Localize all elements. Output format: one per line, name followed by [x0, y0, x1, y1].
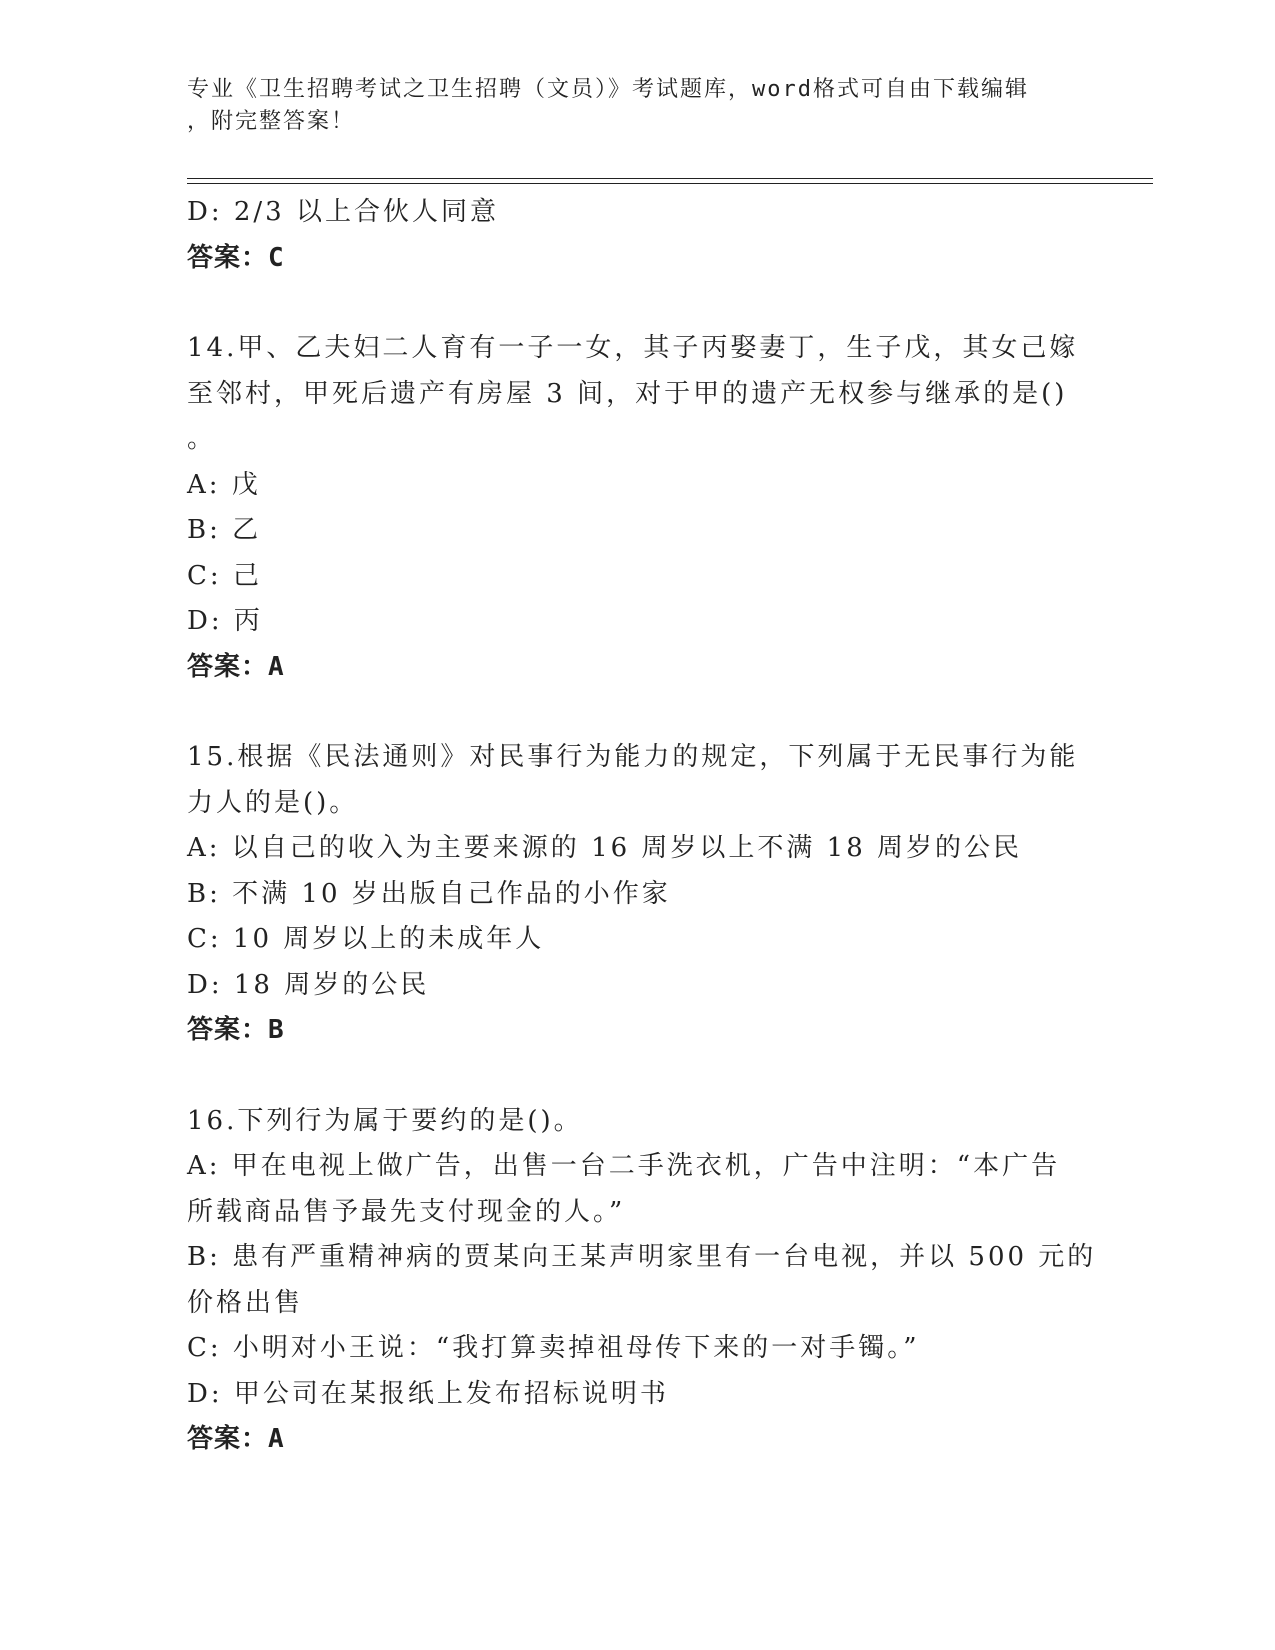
q14-option-d: D: 丙 — [187, 606, 263, 636]
q16-option-b-line-1: B: 患有严重精神病的贾某向王某声明家里有一台电视，并以 500 元的 — [187, 1242, 1097, 1272]
q15-text-line-1: 15.根据《民法通则》对民事行为能力的规定，下列属于无民事行为能 — [187, 742, 1079, 772]
q14-text-line-1: 14.甲、乙夫妇二人育有一子一女，其子丙娶妻丁，生子戊，其女己嫁 — [187, 333, 1079, 363]
header-line-1: 专业《卫生招聘考试之卫生招聘（文员）》考试题库，word格式可自由下载编辑 — [187, 77, 1029, 102]
q16-option-c: C: 小明对小王说：“我打算卖掉祖母传下来的一对手镯。” — [187, 1333, 920, 1363]
q16-option-b-line-2: 价格出售 — [187, 1287, 304, 1318]
q14-option-b: B: 乙 — [187, 515, 262, 545]
q15-option-b: B: 不满 10 岁出版自己作品的小作家 — [187, 878, 671, 909]
q15-option-a: A: 以自己的收入为主要来源的 16 周岁以上不满 18 周岁的公民 — [187, 833, 1023, 863]
q15-option-c: C: 10 周岁以上的未成年人 — [187, 924, 545, 954]
q14-text-line-2: 至邻村，甲死后遗产有房屋 3 间，对于甲的遗产无权参与继承的是() — [187, 378, 1068, 409]
header-divider-bottom — [187, 183, 1153, 184]
q15-answer: 答案：B — [187, 1015, 285, 1045]
q16-option-a-line-2: 所载商品售予最先支付现金的人。” — [187, 1196, 626, 1227]
spacer — [187, 1054, 1087, 1099]
q15-option-d: D: 18 周岁的公民 — [187, 969, 430, 1000]
q14-text-line-3: 。 — [187, 424, 217, 454]
q14-option-a: A: 戊 — [187, 469, 261, 500]
q13-option-d: D: 2/3 以上合伙人同意 — [187, 197, 499, 227]
question-content — [187, 190, 1097, 1463]
q16-text-line-1: 16.下列行为属于要约的是()。 — [187, 1105, 583, 1136]
spacer — [187, 281, 1087, 326]
q16-option-a-line-1: A: 甲在电视上做广告，出售一台二手洗衣机，广告中注明：“本广告 — [187, 1151, 1061, 1181]
q16-answer: 答案：A — [187, 1424, 285, 1454]
header-line-2: ，附完整答案！ — [187, 109, 356, 134]
q13-answer: 答案：C — [187, 242, 285, 273]
spacer — [187, 690, 1087, 735]
q16-option-d: D: 甲公司在某报纸上发布招标说明书 — [187, 1378, 669, 1409]
header-divider-top — [187, 178, 1153, 179]
q14-answer: 答案：A — [187, 651, 285, 682]
document-header — [187, 74, 1067, 138]
q15-text-line-2: 力人的是()。 — [187, 787, 359, 818]
q14-option-c: C: 己 — [187, 560, 262, 591]
